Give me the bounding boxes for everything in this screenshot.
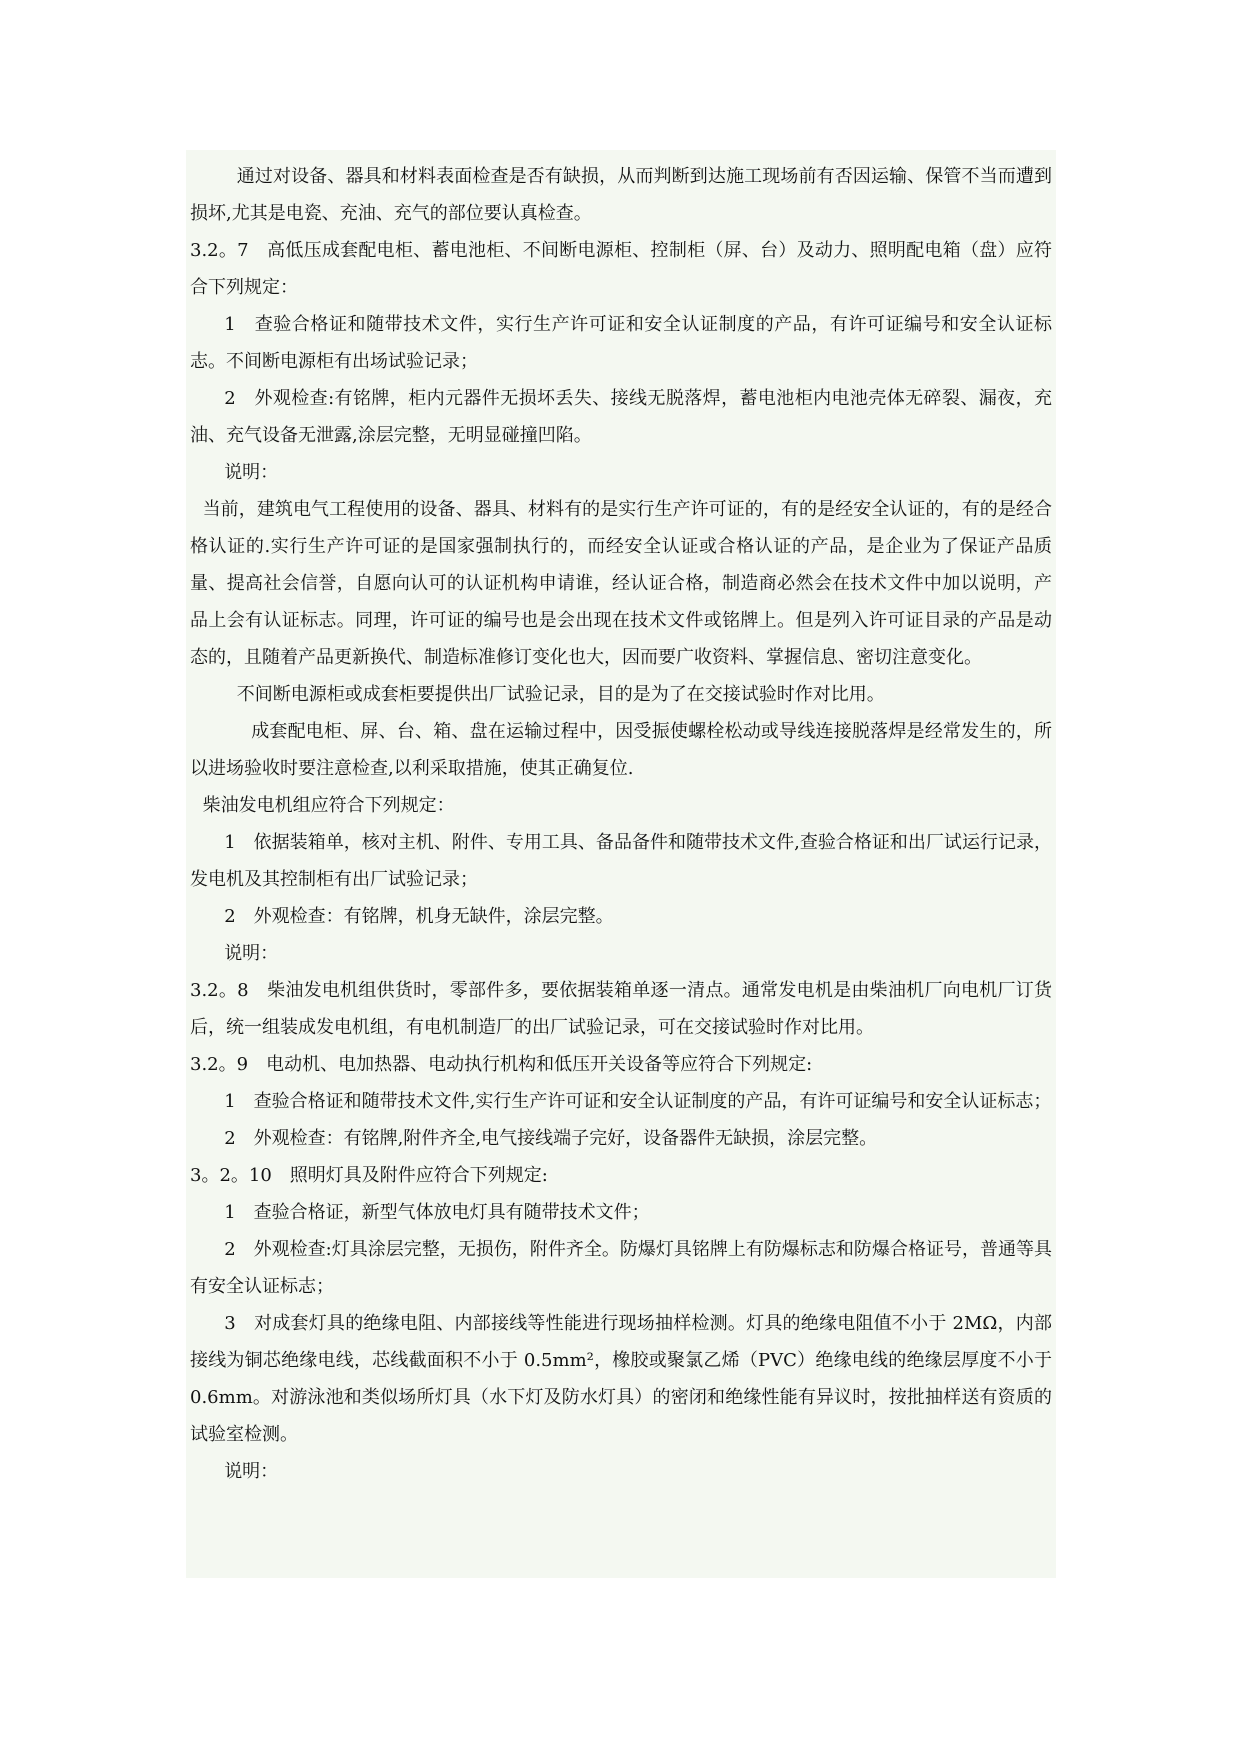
clause-3-2-7-item-2: 2 外观检查:有铭牌，柜内元器件无损坏丢失、接线无脱落焊，蓄电池柜内电池壳体无碎裂、漏夜，充油、充气设备无泄露,涂层完整，无明显碰撞凹陷。 [190, 388, 1052, 446]
note-heading: 说明： [224, 462, 279, 483]
clause-3-2-10: 3。2。10 照明灯具及附件应符合下列规定: [190, 1165, 548, 1186]
document-body [186, 150, 1056, 1578]
diesel-generator-heading: 柴油发电机组应符合下列规定： [202, 795, 455, 816]
clause-3-2-8: 3.2。8 柴油发电机组供货时，零部件多，要依据装箱单逐一清点。通常发电机是由柴油机厂向电机厂订货后，统一组装成发电机组，有电机制造厂的出厂试验记录，可在交接试验时作对比用。 [190, 980, 1052, 1038]
diesel-item-2: 2 外观检查：有铭牌，机身无缺件，涂层完整。 [224, 906, 614, 927]
clause-3-2-7-item-1: 1 查验合格证和随带技术文件，实行生产许可证和安全认证制度的产品，有许可证编号和安全认证标志。不间断电源柜有出场试验记录； [190, 314, 1052, 372]
note-certification: 当前，建筑电气工程使用的设备、器具、材料有的是实行生产许可证的，有的是经安全认证的，有的是经合格认证的.实行生产许可证的是国家强制执行的，而经安全认证或合格认证的产品，是企业为了保证产品质量、提高社会信誉，自愿向认可的认证机构申请谁，经认证合格，制造商必然会在技术文件中加以说明，产品上会有认证标志。同理，许可证的编号也是会出现在技术文件或铭牌上。但是列入许可证目录的产品是动态的，且随着产品更新换代、制造标准修订变化也大，因而要广收资料、掌握信息、密切注意变化。 [190, 499, 1052, 668]
note-heading: 说明： [224, 1461, 279, 1482]
clause-3-2-9-item-1: 1 查验合格证和随带技术文件,实行生产许可证和安全认证制度的产品，有许可证编号和安全认证标志； [224, 1091, 1052, 1112]
diesel-item-1: 1 依据装箱单，核对主机、附件、专用工具、备品备件和随带技术文件,查验合格证和出厂试运行记录，发电机及其控制柜有出厂试验记录； [190, 832, 1052, 890]
note-ups-test-record: 不间断电源柜或成套柜要提供出厂试验记录，目的是为了在交接试验时作对比用。 [236, 684, 885, 705]
clause-3-2-7: 3.2。7 高低压成套配电柜、蓄电池柜、不间断电源柜、控制柜（屏、台）及动力、照明配电箱（盘）应符合下列规定： [190, 240, 1052, 298]
clause-3-2-10-item-2: 2 外观检查:灯具涂层完整，无损伤，附件齐全。防爆灯具铭牌上有防爆标志和防爆合格证号，普通等具有安全认证标志； [190, 1239, 1052, 1297]
clause-3-2-10-item-3: 3 对成套灯具的绝缘电阻、内部接线等性能进行现场抽样检测。灯具的绝缘电阻值不小于 2MΩ，内部接线为铜芯绝缘电线，芯线截面积不小于 0.5mm²，橡胶或聚氯乙烯（PVC）绝缘电线的绝缘层厚度不小于 0.6mm。对游泳池和类似场所灯具（水下灯及防水灯具）的密闭和绝缘性能有异议时，按批抽样送有资质的试验室检测。 [190, 1313, 1052, 1445]
note-heading: 说明： [224, 943, 279, 964]
paragraph-surface-check: 通过对设备、器具和材料表面检查是否有缺损，从而判断到达施工现场前有否因运输、保管不当而遭到损坏,尤其是电瓷、充油、充气的部位要认真检查。 [190, 166, 1052, 224]
clause-3-2-9: 3.2。9 电动机、电加热器、电动执行机构和低压开关设备等应符合下列规定: [190, 1054, 813, 1075]
clause-3-2-10-item-1: 1 查验合格证，新型气体放电灯具有随带技术文件； [224, 1202, 650, 1223]
clause-3-2-9-item-2: 2 外观检查：有铭牌,附件齐全,电气接线端子完好，设备器件无缺损，涂层完整。 [224, 1128, 878, 1149]
note-transport-loosening: 成套配电柜、屏、台、箱、盘在运输过程中，因受振使螺栓松动或导线连接脱落焊是经常发生的，所以进场验收时要注意检查,以利采取措施，使其正确复位. [190, 721, 1052, 779]
